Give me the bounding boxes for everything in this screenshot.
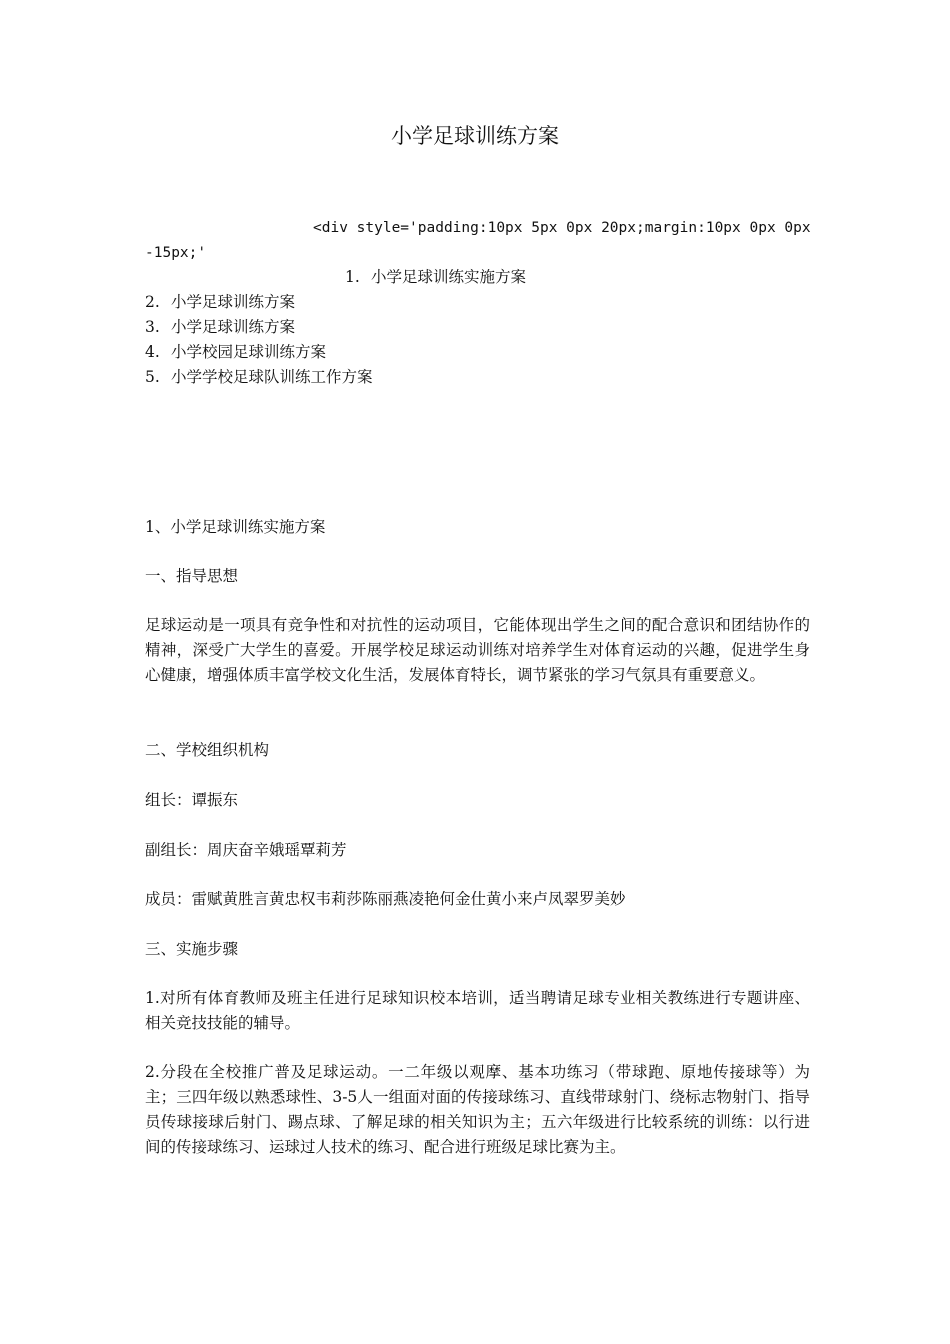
heading-organization: 二、学校组织机构 [145, 741, 270, 759]
members-line: 成员：雷赋黄胜言黄忠权韦莉莎陈丽燕凌艳何金仕黄小来卢凤翠罗美妙 [145, 890, 626, 908]
toc-item[interactable] [145, 340, 326, 364]
heading-implementation-steps: 三、实施步骤 [145, 940, 239, 958]
toc-item-label: 小学足球训练实施方案 [371, 268, 527, 286]
toc-item-label: 小学足球训练方案 [171, 318, 296, 336]
toc-item-number: 3. [145, 318, 160, 336]
toc-item[interactable] [345, 265, 526, 289]
heading-guiding-ideology: 一、指导思想 [145, 567, 239, 585]
toc-item[interactable] [145, 315, 295, 339]
toc-item-number: 2. [145, 293, 160, 311]
section-title: 1、小学足球训练实施方案 [145, 518, 326, 536]
toc-item-number: 5. [145, 368, 160, 386]
toc-item-label: 小学学校足球队训练工作方案 [171, 368, 373, 386]
paragraph-guiding-ideology: 足球运动是一项具有竞争性和对抗性的运动项目，它能体现出学生之间的配合意识和团结协作的精神，深受广大学生的喜爱。开展学校足球运动训练对培养学生对体育运动的兴趣，促进学生身心健康，增强体质丰富学校文化生活，发展体育特长，调节紧张的学习气氛具有重要意义。 [145, 616, 810, 684]
toc-item-number: 1. [345, 268, 360, 286]
toc-item[interactable] [145, 290, 295, 314]
raw-html-code-line-2: -15px;' [145, 245, 207, 261]
toc-item-label: 小学校园足球训练方案 [171, 343, 327, 361]
deputy-leader-line: 副组长：周庆奋辛娥瑶覃莉芳 [145, 841, 347, 859]
leader-line: 组长：谭振东 [145, 791, 239, 809]
paragraph-step-1: 1.对所有体育教师及班主任进行足球知识校本培训，适当聘请足球专业相关教练进行专题讲座、相关竞技技能的辅导。 [145, 989, 810, 1032]
raw-html-code-line-1: <div style='padding:10px 5px 0px 20px;margin:10px 0px 0px [313, 220, 811, 236]
paragraph-step-2: 2.分段在全校推广普及足球运动。一二年级以观摩、基本功练习（带球跑、原地传接球等）为主；三四年级以熟悉球性、3-5人一组面对面的传接球练习、直线带球射门、绕标志物射门、指导员传球接球后射门、踢点球、了解足球的相关知识为主；五六年级进行比较系统的训练：以行进间的传接球练习、运球过人技术的练习、配合进行班级足球比赛为主。 [145, 1063, 810, 1156]
document-title: 小学足球训练方案 [391, 124, 559, 148]
toc-item-number: 4. [145, 343, 160, 361]
toc-item[interactable] [145, 365, 373, 389]
toc-item-label: 小学足球训练方案 [171, 293, 296, 311]
